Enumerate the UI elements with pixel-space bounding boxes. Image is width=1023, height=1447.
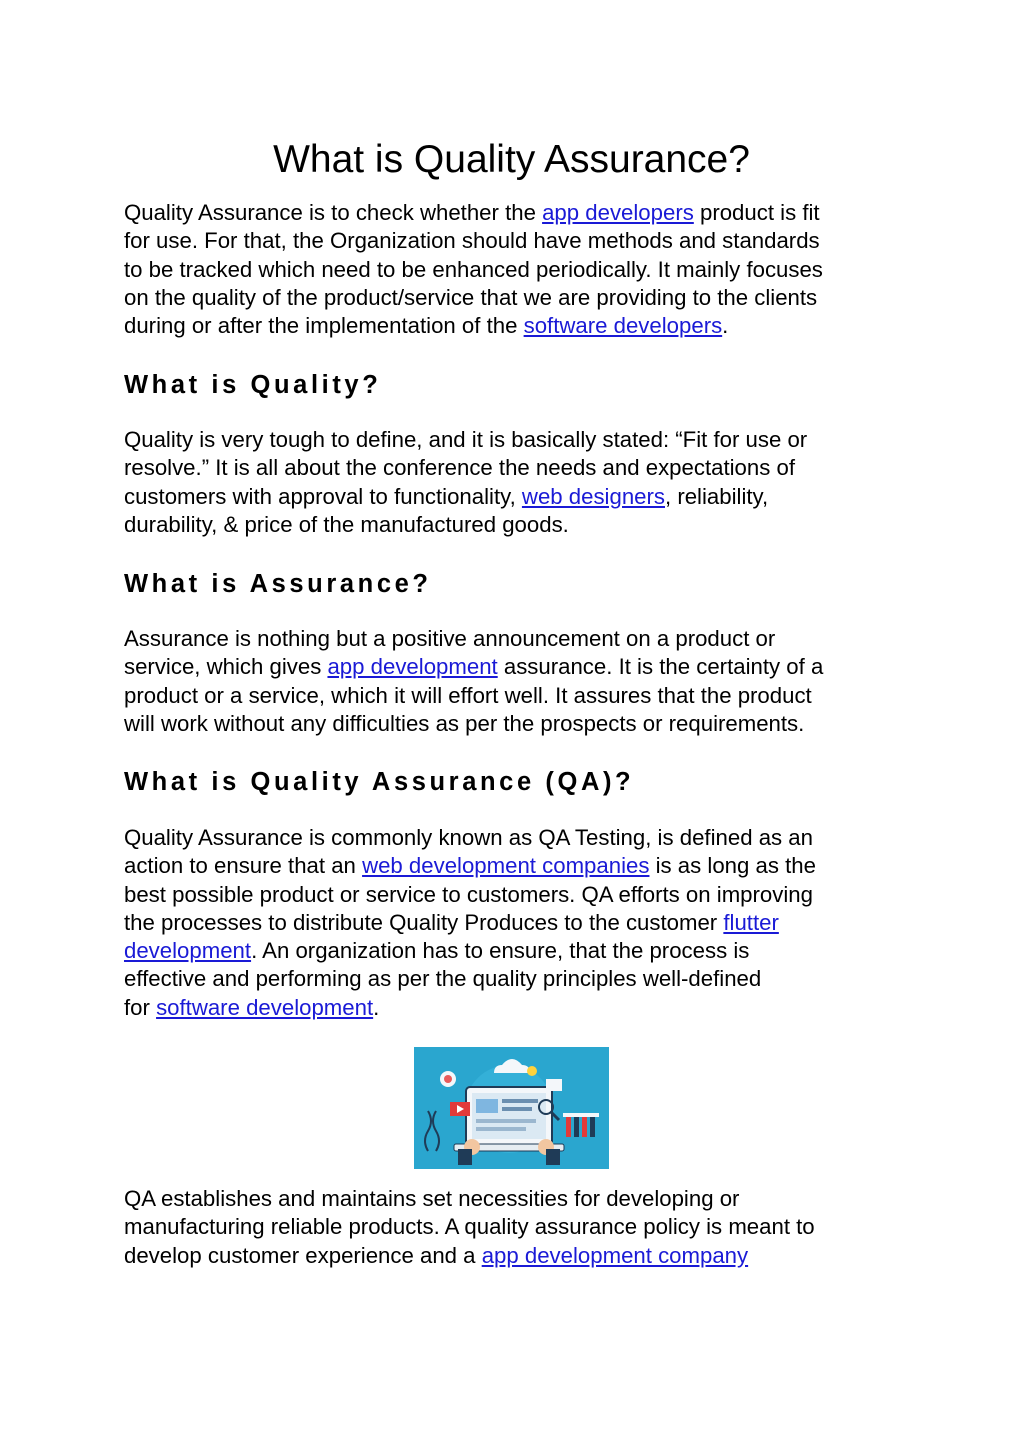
heading-what-is-qa: What is Quality Assurance (QA)? bbox=[124, 768, 635, 796]
text-line: resolve.” It is all about the conference the needs and expectations of bbox=[124, 455, 795, 481]
assurance-paragraph bbox=[124, 625, 904, 738]
text-line bbox=[124, 852, 904, 880]
text-line bbox=[124, 312, 904, 340]
text-span: action to ensure that an bbox=[124, 853, 363, 879]
text-line: will work without any difficulties as per the prospects or requirements. bbox=[124, 710, 805, 736]
link-software-developers[interactable]: software developers bbox=[523, 313, 723, 339]
link-flutter-development-cont[interactable]: development bbox=[124, 938, 252, 964]
text-span: for bbox=[124, 994, 157, 1020]
qa-paragraph bbox=[124, 824, 904, 1022]
text-line: durability, & price of the manufactured goods. bbox=[124, 511, 569, 537]
text-line bbox=[124, 1242, 904, 1270]
link-web-development-companies[interactable]: web development companies bbox=[362, 853, 650, 879]
closing-paragraph bbox=[124, 1185, 904, 1270]
text-span: . bbox=[722, 313, 729, 339]
link-app-developers[interactable]: app developers bbox=[542, 200, 694, 225]
text-line bbox=[124, 994, 904, 1022]
text-span: service, which gives bbox=[124, 654, 328, 680]
text-line: effective and performing as per the quality principles well-defined bbox=[124, 966, 762, 992]
text-line: best possible product or service to customers. QA efforts on improving bbox=[124, 881, 813, 907]
text-line: on the quality of the product/service that we are providing to the clients bbox=[124, 284, 818, 310]
link-web-designers[interactable]: web designers bbox=[521, 483, 665, 509]
text-line: product or a service, which it will effort well. It assures that the product bbox=[124, 682, 812, 708]
text-span: Quality Assurance is to check whether the bbox=[124, 200, 543, 225]
intro-paragraph bbox=[124, 199, 904, 340]
text-line: manufacturing reliable products. A quality assurance policy is meant to bbox=[124, 1214, 815, 1240]
text-span: the processes to distribute Quality Produces to the customer bbox=[124, 909, 724, 935]
text-line: QA establishes and maintains set necessities for developing or bbox=[124, 1186, 740, 1211]
link-app-development-company[interactable]: app development company bbox=[481, 1242, 749, 1268]
text-span: customers with approval to functionality, bbox=[124, 483, 522, 509]
text-span: develop customer experience and a bbox=[124, 1242, 482, 1268]
text-span: product is fit bbox=[693, 200, 820, 225]
text-line: for use. For that, the Organization should have methods and standards bbox=[124, 228, 820, 254]
text-line bbox=[124, 199, 904, 227]
qa-illustration bbox=[414, 1047, 609, 1169]
text-line: to be tracked which need to be enhanced periodically. It mainly focuses bbox=[124, 256, 823, 282]
quality-paragraph bbox=[124, 426, 904, 539]
text-span: during or after the implementation of the bbox=[124, 313, 524, 339]
text-span: assurance. It is the certainty of a bbox=[497, 654, 824, 680]
text-line: Assurance is nothing but a positive announcement on a product or bbox=[124, 626, 776, 651]
text-line bbox=[124, 909, 904, 937]
text-span: , reliability, bbox=[665, 483, 769, 509]
heading-what-is-assurance: What is Assurance? bbox=[124, 570, 432, 598]
text-line bbox=[124, 483, 904, 511]
page-title: What is Quality Assurance? bbox=[273, 138, 750, 181]
link-app-development[interactable]: app development bbox=[327, 654, 498, 680]
qa-illustration-graphic bbox=[414, 1047, 609, 1169]
text-line bbox=[124, 653, 904, 681]
text-line: Quality is very tough to define, and it is basically stated: “Fit for use or bbox=[124, 427, 808, 452]
heading-what-is-quality: What is Quality? bbox=[124, 371, 382, 399]
text-span: . An organization has to ensure, that the process is bbox=[251, 938, 750, 964]
link-software-development[interactable]: software development bbox=[156, 994, 374, 1020]
text-span: is as long as the bbox=[649, 853, 816, 879]
text-line: Quality Assurance is commonly known as QA Testing, is defined as an bbox=[124, 825, 813, 850]
text-span: . bbox=[373, 994, 380, 1020]
link-flutter-development[interactable]: flutter bbox=[723, 909, 779, 935]
text-line bbox=[124, 937, 904, 965]
